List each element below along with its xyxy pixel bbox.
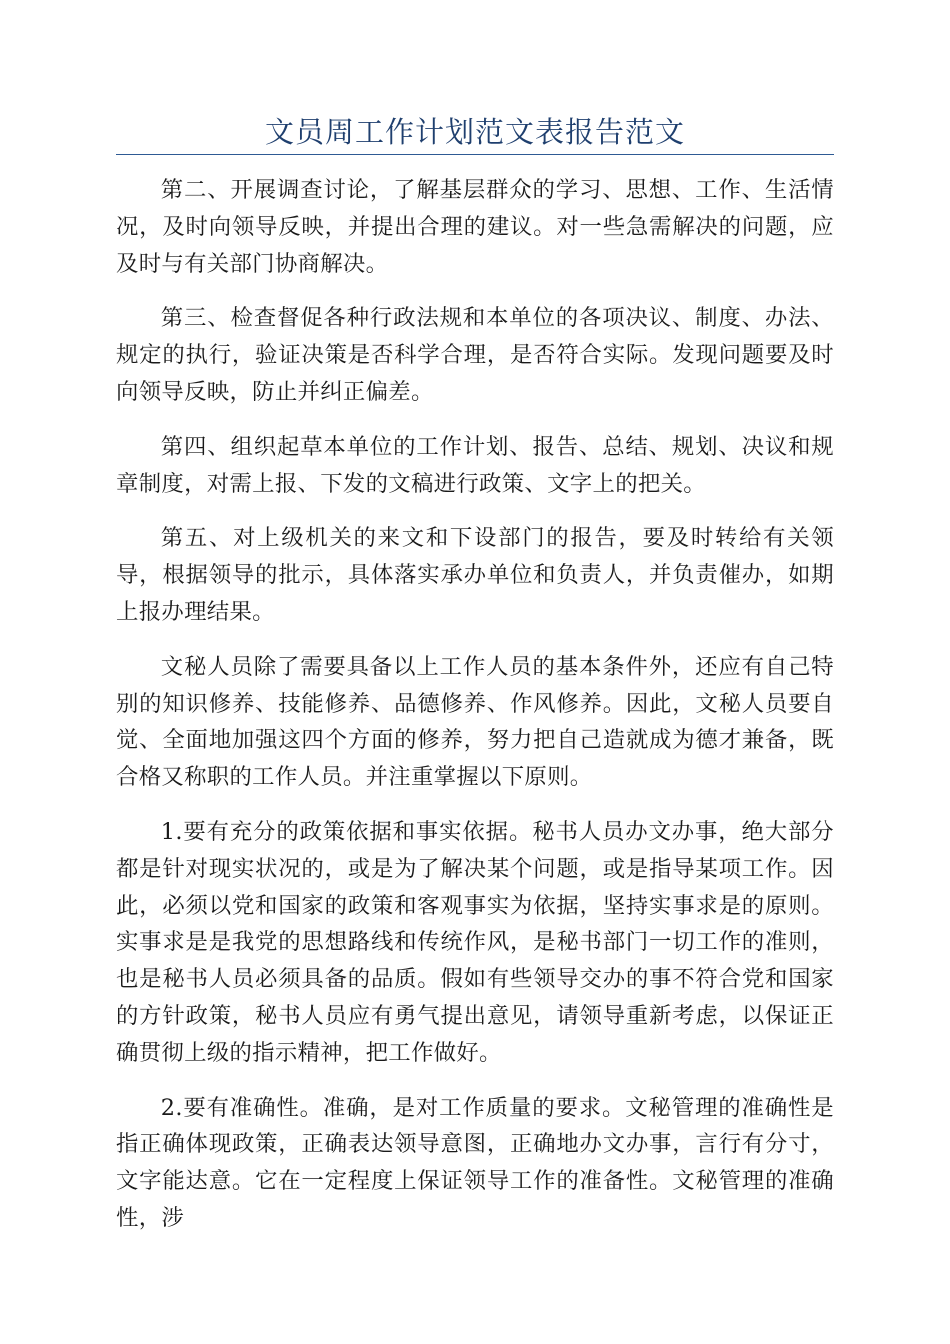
document-title: 文员周工作计划范文表报告范文 xyxy=(264,115,685,149)
paragraph-principle-1: 1.要有充分的政策依据和事实依据。秘书人员办文办事，绝大部分都是针对现实状况的，或是为了解决某个问题，或是指导某项工作。因此，必须以党和国家的政策和客观事实为依据，坚持实事求是的原则。实事求是是我党的思想路线和传统作风，是秘书部门一切工作的准则，也是秘书人员必须具备的品质。假如有些领导交办的事不符合党和国家的方针政策，秘书人员应有勇气提出意见，请领导重新考虑，以保证正确贯彻上级的指示精神，把工作做好。 xyxy=(116,818,834,1066)
paragraph-second-duty: 第二、开展调查讨论，了解基层群众的学习、思想、工作、生活情况，及时向领导反映，并提出合理的建议。对一些急需解决的问题，应及时与有关部门协商解决。 xyxy=(116,177,834,277)
document-body xyxy=(116,172,834,1255)
paragraph-fourth-duty: 第四、组织起草本单位的工作计划、报告、总结、规划、决议和规章制度，对需上报、下发的文稿进行政策、文字上的把关。 xyxy=(116,433,834,497)
paragraph-third-duty: 第三、检查督促各种行政法规和本单位的各项决议、制度、办法、规定的执行，验证决策是否科学合理，是否符合实际。发现问题要及时向领导反映，防止并纠正偏差。 xyxy=(116,305,834,405)
paragraph-principle-2: 2.要有准确性。准确，是对工作质量的要求。文秘管理的准确性是指正确体现政策，正确表达领导意图，正确地办文办事，言行有分寸，文字能达意。它在一定程度上保证领导工作的准备性。文秘管理的准确性，涉 xyxy=(116,1094,834,1231)
title-underline xyxy=(116,154,834,155)
paragraph-qualities: 文秘人员除了需要具备以上工作人员的基本条件外，还应有自己特别的知识修养、技能修养、品德修养、作风修养。因此，文秘人员要自觉、全面地加强这四个方面的修养，努力把自己造就成为德才兼备，既合格又称职的工作人员。并注重掌握以下原则。 xyxy=(116,653,834,791)
paragraph-fifth-duty: 第五、对上级机关的来文和下设部门的报告，要及时转给有关领导，根据领导的批示，具体落实承办单位和负责人，并负责催办，如期上报办理结果。 xyxy=(116,525,834,625)
